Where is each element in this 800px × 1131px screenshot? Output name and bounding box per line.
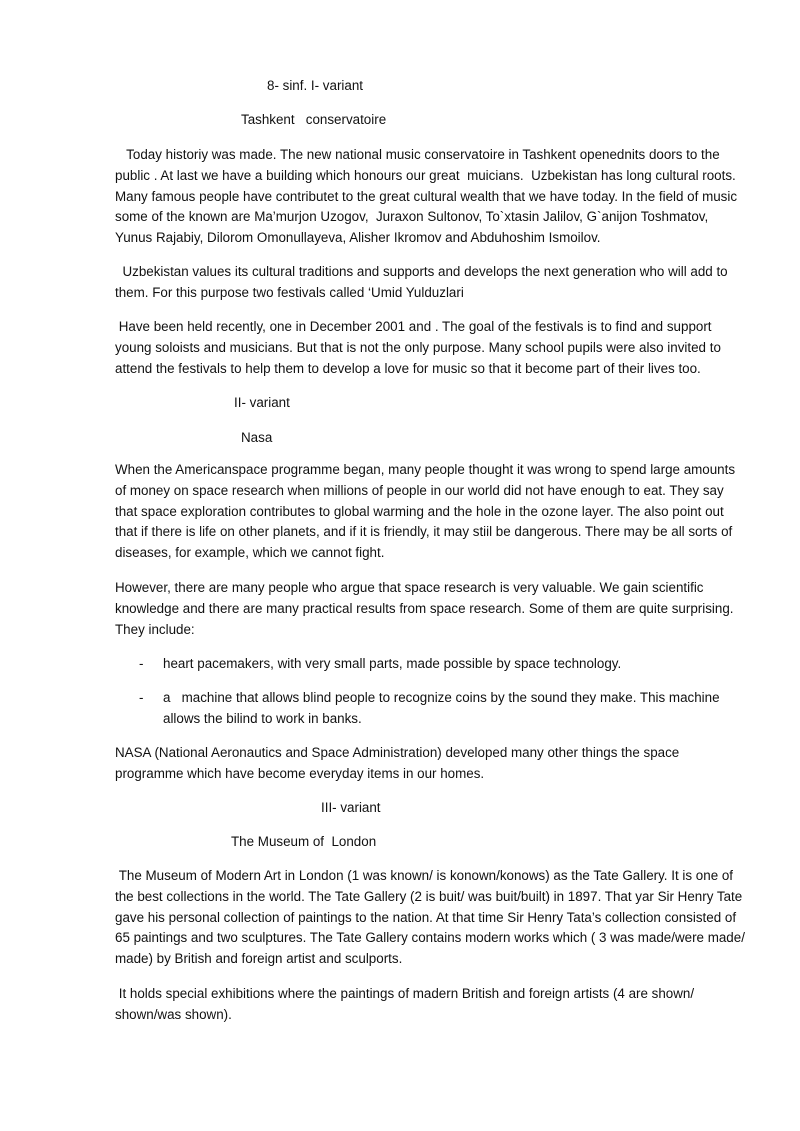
variant-2-paragraph-1: When the Americanspace programme began, many people thought it was wrong to spend large amounts of money on space research when millions of people in our world did not have enough to eat. They say that space exploration contributes to global warming and the hole in the ozone layer. The also point out that if there is life on other planets, and if it is friendly, it may stiil be dangerous. There may be all sorts of diseases, for example, which we cannot fight.: [115, 462, 736, 561]
variant-3-paragraph-2: It holds special exhibitions where the paintings of madern British and foreign artists (4 are shown/ shown/was shown).: [115, 986, 698, 1022]
variant-1-paragraph-3: Have been held recently, one in December 2001 and . The goal of the festivals is to find and support young soloists and musicians. But that is not the only purpose. Many school pupils were also invited to attend the festivals to help them to develop a love for music so that it become part of their lives too.: [115, 319, 725, 376]
list-bullet: -: [139, 690, 144, 705]
variant-1-heading: 8- sinf. I- variant: [267, 78, 363, 93]
variant-1-title: Tashkent conservatoire: [241, 112, 387, 127]
list-item-text: heart pacemakers, with very small parts, made possible by space technology.: [163, 656, 622, 671]
variant-3-heading: III- variant: [321, 800, 381, 815]
list-item-text: a machine that allows blind people to recognize coins by the sound they make. This machine allows the bilind to work in banks.: [163, 690, 724, 726]
variant-3-paragraph-1: The Museum of Modern Art in London (1 was known/ is konown/konows) as the Tate Gallery. It is one of the best collections in the world. The Tate Gallery (2 is buit/ was buit/built) in 1897. That yar Sir Henry Tate gave his personal collection of paintings to the nation. At that time Sir Henry Tata’s collection consisted of 65 paintings and two sculptures. The Tate Gallery contains modern works which ( 3 was made/were made/ made) by British and foreign artist and sculports.: [115, 868, 749, 967]
variant-2-paragraph-2: However, there are many people who argue that space research is very valuable. We gain scientific knowledge and there are many practical results from space research. Some of them are quite surprising. They include:: [115, 580, 734, 637]
variant-2-closing: NASA (National Aeronautics and Space Administration) developed many other things the space programme which have become everyday items in our homes.: [115, 745, 680, 781]
variant-2-title: Nasa: [241, 430, 273, 445]
variant-3-title: The Museum of London: [231, 834, 377, 849]
variant-2-heading: II- variant: [234, 395, 290, 410]
list-bullet: -: [139, 656, 144, 671]
variant-1-paragraph-1: Today historiy was made. The new national music conservatoire in Tashkent openednits doors to the public . At last we have a building which honours our great muicians. Uzbekistan has long cultural roots. Many famous people have contributet to the great cultural wealth that we have today. In the field of music some of the known are Ma’murjon Uzogov, Juraxon Sultonov, To`xtasin Jalilov, G`anijon Toshmatov, Yunus Rajabiy, Dilorom Omonullayeva, Alisher Ikromov and Abduhoshim Ismoilov.: [115, 147, 741, 246]
variant-1-paragraph-2: Uzbekistan values its cultural traditions and supports and develops the next generation who will add to them. For this purpose two festivals called ‘Umid Yulduzlari: [115, 264, 732, 300]
